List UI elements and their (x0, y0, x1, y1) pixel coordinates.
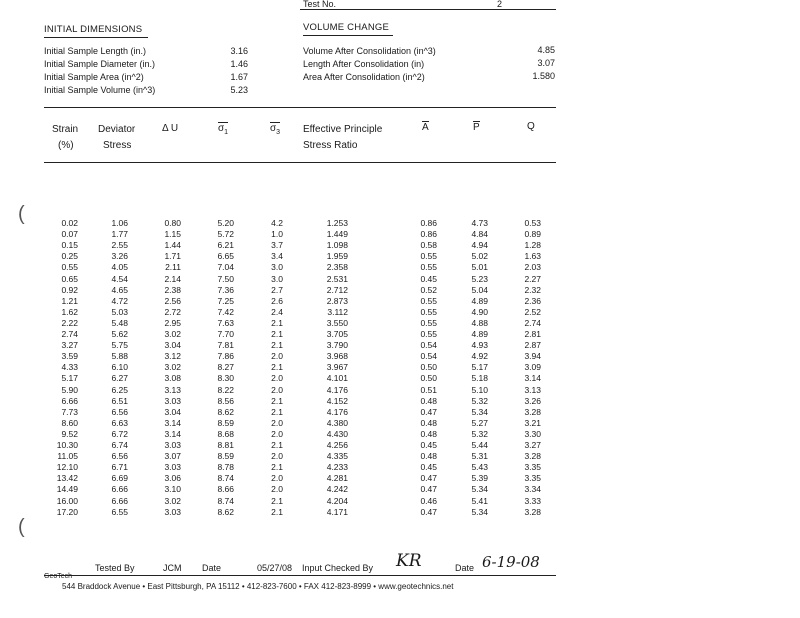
cell-stress-ratio: 4.204 (326, 495, 348, 506)
test-no-label: Test No. (303, 0, 337, 9)
cell-q: 3.13 (524, 384, 541, 395)
col-q: Q (527, 121, 535, 132)
cell-sigma-3: 2.0 (271, 451, 283, 462)
initial-dimensions-title: INITIAL DIMENSIONS (44, 24, 143, 35)
date-value: 05/27/08 (257, 563, 293, 573)
cell-sigma-3: 2.1 (271, 506, 283, 517)
sigma-3-symbol: σ (270, 123, 277, 134)
cell-a: 0.55 (420, 306, 437, 317)
cell-p: 5.04 (471, 284, 488, 295)
cell-a: 0.51 (420, 384, 437, 395)
cell-stress-ratio: 3.790 (326, 340, 348, 351)
cell-delta-u: 2.95 (164, 317, 181, 328)
cell-a: 0.55 (420, 329, 437, 339)
cell-strain: 6.66 (61, 395, 78, 406)
cell-sigma-1: 6.65 (217, 251, 234, 262)
cell-q: 2.81 (524, 329, 541, 339)
left-margin-mark-top: ( (18, 203, 25, 225)
cell-p: 5.02 (471, 251, 488, 262)
cell-stress-ratio: 4.380 (326, 417, 348, 428)
cell-stress-ratio: 4.171 (326, 506, 348, 517)
cell-sigma-1: 5.72 (217, 229, 234, 240)
cell-deviator: 2.55 (111, 240, 128, 251)
cell-q: 3.14 (524, 373, 541, 384)
cell-strain: 17.20 (56, 506, 78, 517)
tested-by-label: Tested By (95, 563, 135, 573)
cell-deviator: 6.71 (111, 462, 128, 473)
volume-title-underline (303, 35, 393, 36)
cell-strain: 0.65 (61, 273, 78, 284)
cell-a: 0.55 (420, 262, 437, 273)
cell-strain: 13.42 (56, 473, 78, 484)
cell-sigma-1: 7.63 (217, 317, 234, 328)
cell-sigma-3: 2.1 (271, 440, 283, 450)
cell-stress-ratio: 1.959 (326, 251, 348, 262)
cell-deviator: 5.48 (111, 317, 128, 328)
cell-a: 0.86 (420, 229, 437, 240)
cell-p: 5.01 (471, 262, 488, 273)
cell-a: 0.58 (420, 240, 437, 251)
cell-delta-u: 3.03 (164, 462, 181, 473)
cell-deviator: 6.69 (111, 473, 128, 484)
cell-strain: 3.27 (61, 340, 78, 351)
cell-delta-u: 3.04 (164, 406, 181, 417)
cell-delta-u: 1.44 (164, 240, 181, 251)
col-strain: Strain (52, 124, 79, 135)
cell-delta-u: 3.12 (164, 351, 181, 362)
cell-deviator: 6.25 (111, 384, 128, 395)
cell-stress-ratio: 3.705 (326, 329, 348, 339)
cell-q: 3.09 (524, 362, 541, 373)
cell-sigma-1: 8.62 (217, 406, 234, 417)
cell-strain: 0.92 (61, 284, 78, 295)
cell-sigma-3: 1.0 (271, 229, 283, 240)
cell-sigma-3: 2.0 (271, 417, 283, 428)
cell-p: 5.17 (471, 362, 488, 373)
cell-q: 3.35 (524, 473, 541, 484)
cell-delta-u: 3.02 (164, 362, 181, 373)
cell-sigma-3: 3.0 (271, 262, 283, 273)
cell-strain: 14.49 (56, 484, 78, 495)
cell-p: 4.92 (471, 351, 488, 362)
cell-sigma-3: 2.0 (271, 351, 283, 362)
cell-a: 0.55 (420, 295, 437, 306)
col-epsr: Effective Principle (303, 124, 383, 135)
cell-deviator: 1.06 (111, 218, 128, 228)
cell-q: 3.26 (524, 395, 541, 406)
cell-deviator: 6.66 (111, 484, 128, 495)
cell-sigma-1: 8.66 (217, 484, 234, 495)
cell-delta-u: 3.10 (164, 484, 181, 495)
cell-sigma-3: 2.7 (271, 284, 283, 295)
volume-label-0: Volume After Consolidation (in^3) (303, 46, 436, 56)
cell-p: 5.34 (471, 484, 488, 495)
cell-a: 0.55 (420, 317, 437, 328)
cell-a: 0.54 (420, 351, 437, 362)
cell-q: 3.28 (524, 406, 541, 417)
top-rule (300, 9, 556, 10)
cell-p: 5.18 (471, 373, 488, 384)
cell-delta-u: 3.03 (164, 506, 181, 517)
cell-a: 0.48 (420, 428, 437, 439)
col-sigma-1 (218, 122, 228, 136)
cell-sigma-1: 7.50 (217, 273, 234, 284)
cell-sigma-3: 3.7 (271, 240, 283, 251)
cell-p: 5.31 (471, 451, 488, 462)
date-label: Date (202, 563, 222, 573)
cell-stress-ratio: 2.712 (326, 284, 348, 295)
cell-strain: 7.73 (61, 406, 78, 417)
cell-p: 5.32 (471, 428, 488, 439)
cell-a: 0.86 (420, 218, 437, 228)
cell-stress-ratio: 4.176 (326, 406, 348, 417)
date2-value: 6-19-08 (482, 553, 540, 571)
cell-sigma-3: 3.0 (271, 273, 283, 284)
cell-p: 4.90 (471, 306, 488, 317)
cell-a: 0.50 (420, 362, 437, 373)
cell-stress-ratio: 3.550 (326, 317, 348, 328)
cell-deviator: 6.66 (111, 495, 128, 506)
initial-title-underline (44, 37, 148, 38)
col-strain-unit: (%) (58, 140, 74, 151)
cell-delta-u: 3.02 (164, 329, 181, 339)
cell-q: 0.53 (524, 218, 541, 228)
cell-sigma-1: 8.56 (217, 395, 234, 406)
sigma-1-sub: 1 (224, 129, 229, 136)
cell-stress-ratio: 3.967 (326, 362, 348, 373)
cell-a: 0.47 (420, 484, 437, 495)
cell-deviator: 6.56 (111, 451, 128, 462)
cell-q: 3.33 (524, 495, 541, 506)
cell-delta-u: 3.07 (164, 451, 181, 462)
cell-delta-u: 3.06 (164, 473, 181, 484)
cell-a: 0.52 (420, 284, 437, 295)
cell-stress-ratio: 4.176 (326, 384, 348, 395)
cell-deviator: 4.54 (111, 273, 128, 284)
cell-stress-ratio: 4.152 (326, 395, 348, 406)
cell-deviator: 6.63 (111, 417, 128, 428)
cell-a: 0.47 (420, 473, 437, 484)
initial-label-2: Initial Sample Area (in^2) (44, 72, 144, 82)
cell-a: 0.45 (420, 273, 437, 284)
cell-delta-u: 1.71 (164, 251, 181, 262)
cell-sigma-3: 2.1 (271, 406, 283, 417)
test-no-value: 2 (497, 0, 503, 9)
cell-q: 2.32 (524, 284, 541, 295)
cell-stress-ratio: 3.968 (326, 351, 348, 362)
cell-deviator: 4.65 (111, 284, 128, 295)
cell-sigma-1: 7.36 (217, 284, 234, 295)
cell-delta-u: 2.14 (164, 273, 181, 284)
cell-stress-ratio: 4.430 (326, 428, 348, 439)
cell-a: 0.50 (420, 373, 437, 384)
cell-p: 4.73 (471, 218, 488, 228)
col-epsr-2: Stress Ratio (303, 140, 358, 151)
volume-label-1: Length After Consolidation (in) (303, 59, 425, 69)
col-p: P (473, 122, 480, 133)
cell-stress-ratio: 4.256 (326, 440, 348, 450)
col-sigma-3 (270, 122, 280, 136)
cell-sigma-1: 8.74 (217, 473, 234, 484)
cell-delta-u: 3.02 (164, 495, 181, 506)
cell-p: 4.89 (471, 295, 488, 306)
initial-value-3: 5.23 (230, 85, 248, 95)
cell-sigma-1: 7.42 (217, 306, 234, 317)
volume-value-0: 4.85 (537, 45, 555, 55)
cell-delta-u: 2.72 (164, 306, 181, 317)
cell-delta-u: 3.03 (164, 440, 181, 450)
cell-strain: 12.10 (56, 462, 78, 473)
initial-label-0: Initial Sample Length (in.) (44, 46, 147, 56)
cell-sigma-3: 2.6 (271, 295, 283, 306)
cell-sigma-1: 8.59 (217, 451, 234, 462)
cell-p: 5.41 (471, 495, 488, 506)
cell-strain: 2.22 (61, 317, 78, 328)
cell-stress-ratio: 2.873 (326, 295, 348, 306)
cell-sigma-1: 5.20 (217, 218, 234, 228)
cell-sigma-1: 7.70 (217, 329, 234, 339)
cell-stress-ratio: 4.242 (326, 484, 348, 495)
cell-deviator: 3.26 (111, 251, 128, 262)
cell-a: 0.46 (420, 495, 437, 506)
cell-deviator: 6.72 (111, 428, 128, 439)
cell-strain: 5.90 (61, 384, 78, 395)
cell-q: 3.35 (524, 462, 541, 473)
cell-sigma-1: 6.21 (217, 240, 234, 251)
cell-delta-u: 3.03 (164, 395, 181, 406)
sigma-3-sub: 3 (276, 129, 281, 136)
initial-value-0: 3.16 (230, 46, 248, 56)
cell-sigma-3: 2.0 (271, 473, 283, 484)
cell-p: 4.84 (471, 229, 488, 240)
cell-delta-u: 0.80 (164, 218, 181, 228)
cell-sigma-3: 2.1 (271, 362, 283, 373)
cell-delta-u: 3.08 (164, 373, 181, 384)
sigma-1-symbol: σ (218, 123, 225, 134)
cell-strain: 0.02 (61, 218, 78, 228)
cell-stress-ratio: 1.098 (326, 240, 348, 251)
initial-value-1: 1.46 (230, 59, 248, 69)
cell-deviator: 6.55 (111, 506, 128, 517)
cell-strain: 0.15 (61, 240, 78, 251)
cell-sigma-1: 8.59 (217, 417, 234, 428)
cell-sigma-3: 2.0 (271, 484, 283, 495)
cell-strain: 8.60 (61, 417, 78, 428)
cell-p: 5.32 (471, 395, 488, 406)
cell-a: 0.47 (420, 406, 437, 417)
cell-q: 3.28 (524, 451, 541, 462)
cell-q: 3.30 (524, 428, 541, 439)
cell-p: 5.43 (471, 462, 488, 473)
cell-q: 3.21 (524, 417, 541, 428)
cell-p: 4.93 (471, 340, 488, 351)
cell-strain: 16.00 (56, 495, 78, 506)
cell-a: 0.47 (420, 506, 437, 517)
cell-deviator: 5.03 (111, 306, 128, 317)
tested-by-value: JCM (163, 563, 182, 573)
volume-value-1: 3.07 (537, 58, 555, 68)
cell-sigma-3: 2.0 (271, 373, 283, 384)
cell-a: 0.45 (420, 440, 437, 450)
cell-sigma-3: 2.1 (271, 395, 283, 406)
cell-stress-ratio: 2.358 (326, 262, 348, 273)
cell-strain: 2.74 (61, 329, 78, 339)
cell-sigma-1: 8.62 (217, 506, 234, 517)
volume-value-2: 1.580 (532, 71, 555, 81)
cell-strain: 0.25 (61, 251, 78, 262)
cell-sigma-1: 8.27 (217, 362, 234, 373)
cell-p: 4.89 (471, 329, 488, 339)
cell-stress-ratio: 4.101 (326, 373, 348, 384)
cell-deviator: 1.77 (111, 229, 128, 240)
cell-q: 2.03 (524, 262, 541, 273)
cell-q: 2.87 (524, 340, 541, 351)
cell-q: 2.36 (524, 295, 541, 306)
cell-delta-u: 3.14 (164, 417, 181, 428)
cell-strain: 11.05 (57, 451, 78, 462)
cell-a: 0.48 (420, 395, 437, 406)
cell-delta-u: 3.13 (164, 384, 181, 395)
cell-sigma-1: 8.30 (217, 373, 234, 384)
cell-stress-ratio: 1.253 (326, 218, 348, 228)
cell-deviator: 5.75 (111, 340, 128, 351)
cell-stress-ratio: 4.335 (326, 451, 348, 462)
cell-sigma-1: 8.78 (217, 462, 234, 473)
cell-a: 0.48 (420, 451, 437, 462)
company-address: 544 Braddock Avenue • East Pittsburgh, PA 15112 • 412-823-7600 • FAX 412-823-8999 • www.geotechnics.net (62, 582, 454, 591)
cell-a: 0.54 (420, 340, 437, 351)
date2-label: Date (455, 563, 475, 573)
cell-sigma-1: 8.81 (217, 440, 234, 450)
cell-sigma-1: 7.04 (217, 262, 234, 273)
company-logo: GeoTech (44, 573, 73, 580)
cell-deviator: 5.88 (111, 351, 128, 362)
cell-sigma-1: 8.22 (217, 384, 234, 395)
header-underline (44, 162, 556, 163)
cell-q: 3.28 (524, 506, 541, 517)
cell-strain: 0.55 (61, 262, 78, 273)
cell-q: 2.52 (524, 306, 541, 317)
cell-sigma-3: 2.1 (271, 462, 283, 473)
cell-p: 5.27 (471, 417, 488, 428)
col-deviator-stress: Stress (103, 140, 132, 151)
cell-a: 0.55 (420, 251, 437, 262)
cell-sigma-3: 2.0 (271, 428, 283, 439)
cell-strain: 3.59 (61, 351, 78, 362)
cell-sigma-1: 7.81 (217, 340, 234, 351)
cell-strain: 1.62 (61, 306, 78, 317)
cell-stress-ratio: 4.233 (326, 462, 348, 473)
left-margin-mark-bottom: ( (18, 516, 25, 538)
cell-delta-u: 1.15 (164, 229, 181, 240)
cell-sigma-3: 2.4 (271, 306, 283, 317)
cell-deviator: 5.62 (111, 329, 128, 339)
cell-deviator: 6.56 (111, 406, 128, 417)
cell-q: 1.28 (524, 240, 541, 251)
cell-sigma-3: 4.2 (271, 218, 283, 228)
cell-p: 5.34 (471, 406, 488, 417)
cell-sigma-3: 2.1 (271, 495, 283, 506)
cell-delta-u: 2.11 (165, 262, 181, 273)
cell-q: 1.63 (524, 251, 541, 262)
cell-sigma-3: 2.0 (271, 384, 283, 395)
cell-sigma-3: 2.1 (271, 340, 283, 351)
cell-a: 0.45 (420, 462, 437, 473)
cell-deviator: 4.05 (111, 262, 128, 273)
section-divider (44, 107, 556, 108)
cell-sigma-1: 8.74 (217, 495, 234, 506)
cell-stress-ratio: 2.531 (326, 273, 348, 284)
cell-q: 3.34 (524, 484, 541, 495)
cell-deviator: 6.10 (111, 362, 128, 373)
footer-rule (44, 575, 556, 576)
col-delta-u: Δ U (162, 123, 179, 134)
initial-label-1: Initial Sample Diameter (in.) (44, 59, 156, 69)
cell-p: 4.94 (471, 240, 488, 251)
checker-signature: KR (396, 551, 422, 571)
cell-q: 3.27 (524, 440, 541, 450)
cell-p: 5.10 (471, 384, 488, 395)
col-deviator: Deviator (98, 124, 136, 135)
cell-q: 2.74 (524, 317, 541, 328)
cell-strain: 5.17 (61, 373, 78, 384)
cell-sigma-3: 2.1 (271, 329, 283, 339)
cell-deviator: 6.74 (111, 440, 128, 450)
col-a: A (422, 122, 429, 133)
cell-q: 0.89 (524, 229, 541, 240)
cell-deviator: 6.27 (111, 373, 128, 384)
cell-strain: 1.21 (61, 295, 78, 306)
cell-deviator: 6.51 (111, 395, 128, 406)
cell-sigma-1: 7.25 (217, 295, 234, 306)
cell-sigma-3: 2.1 (271, 317, 283, 328)
cell-p: 5.34 (471, 506, 488, 517)
cell-delta-u: 3.14 (164, 428, 181, 439)
cell-strain: 9.52 (61, 428, 78, 439)
cell-delta-u: 3.04 (164, 340, 181, 351)
cell-p: 4.88 (471, 317, 488, 328)
cell-stress-ratio: 3.112 (327, 306, 348, 317)
cell-stress-ratio: 4.281 (326, 473, 348, 484)
cell-delta-u: 2.38 (164, 284, 181, 295)
initial-label-3: Initial Sample Volume (in^3) (44, 85, 156, 95)
cell-sigma-1: 8.68 (217, 428, 234, 439)
cell-sigma-1: 7.86 (217, 351, 234, 362)
cell-q: 3.94 (524, 351, 541, 362)
cell-sigma-3: 3.4 (271, 251, 283, 262)
cell-p: 5.23 (471, 273, 488, 284)
cell-strain: 4.33 (61, 362, 78, 373)
input-checked-label: Input Checked By (302, 563, 374, 573)
volume-change-title: VOLUME CHANGE (303, 22, 390, 33)
cell-q: 2.27 (524, 273, 541, 284)
cell-deviator: 4.72 (111, 295, 128, 306)
cell-strain: 0.07 (61, 229, 78, 240)
cell-a: 0.48 (420, 417, 437, 428)
cell-stress-ratio: 1.449 (326, 229, 348, 240)
cell-strain: 10.30 (56, 440, 78, 450)
cell-p: 5.39 (471, 473, 488, 484)
cell-delta-u: 2.56 (164, 295, 181, 306)
cell-p: 5.44 (471, 440, 488, 450)
volume-label-2: Area After Consolidation (in^2) (303, 72, 425, 82)
initial-value-2: 1.67 (230, 72, 248, 82)
